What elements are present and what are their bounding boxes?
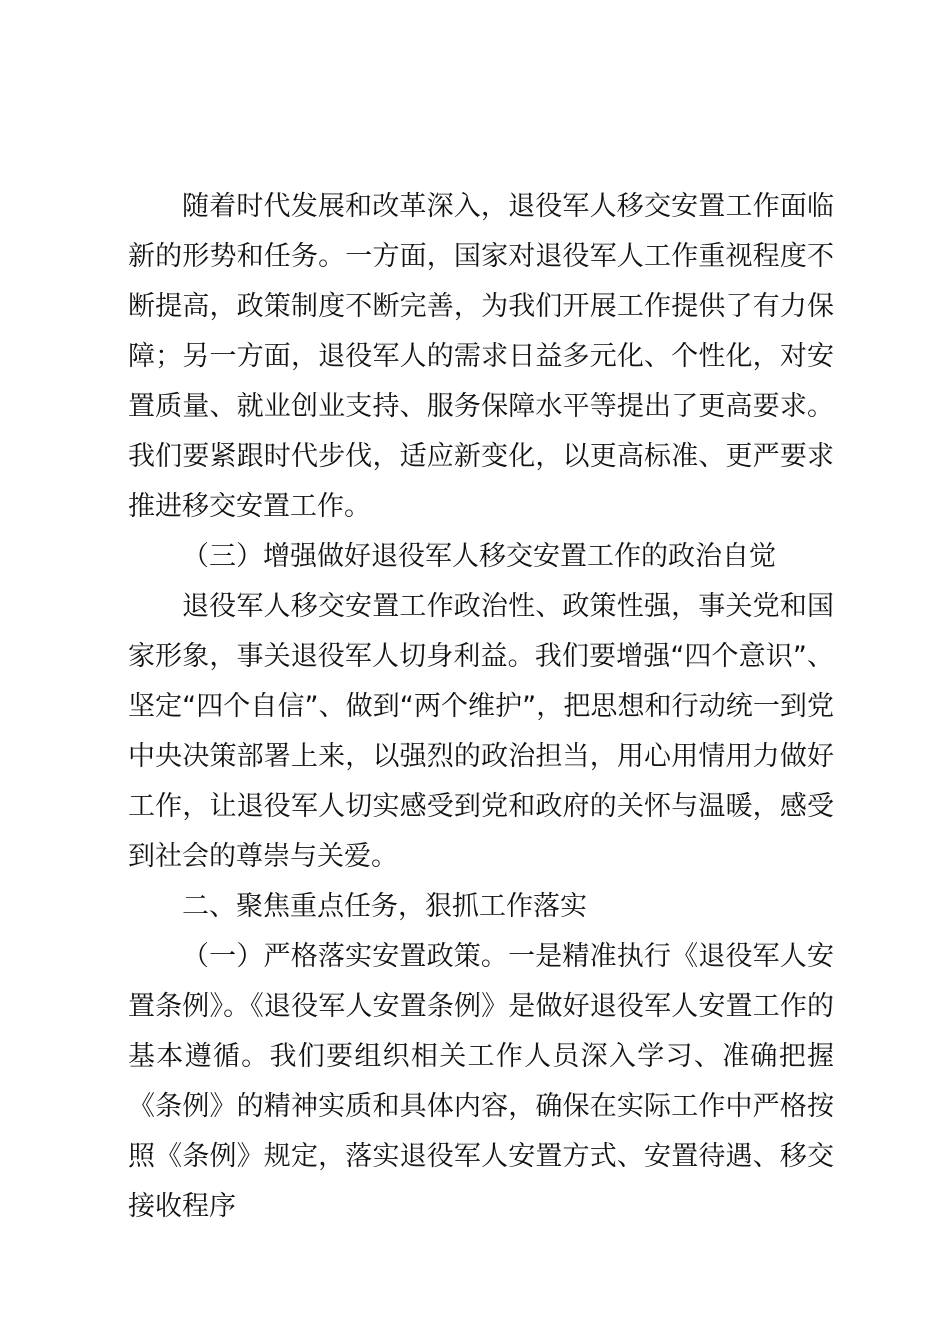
paragraph-political-consciousness: 退役军人移交安置工作政治性、政策性强，事关党和国家形象，事关退役军人切身利益。我们要增强“四个意识”、坚定“四个自信”、做到“两个维护”，把思想和行动统一到党中央决策部署上来，以强烈的政治担当，用心用情用力做好工作，让退役军人切实感受到党和政府的关怀与温暖，感受到社会的尊崇与关爱。 xyxy=(128,591,834,872)
document-body xyxy=(128,182,834,1232)
subheading-political-consciousness: （三）增强做好退役军人移交安置工作的政治自觉 xyxy=(182,541,776,572)
paragraph-situation: 随着时代发展和改革深入，退役军人移交安置工作面临新的形势和任务。一方面，国家对退役军人工作重视程度不断提高，政策制度不断完善，为我们开展工作提供了有力保障；另一方面，退役军人的需求日益多元化、个性化，对安置质量、就业创业支持、服务保障水平等提出了更高要求。我们要紧跟时代步伐，适应新变化，以更高标准、更严要求推进移交安置工作。 xyxy=(128,191,834,522)
paragraph-implement-policies: （一）严格落实安置政策。一是精准执行《退役军人安置条例》。《退役军人安置条例》是做好退役军人安置工作的基本遵循。我们要组织相关工作人员深入学习、准确把握《条例》的精神实质和具体内容，确保在实际工作中严格按照《条例》规定，落实退役军人安置方式、安置待遇、移交接收程序 xyxy=(128,941,834,1222)
section-heading-key-tasks: 二、聚焦重点任务，狠抓工作落实 xyxy=(182,891,587,922)
